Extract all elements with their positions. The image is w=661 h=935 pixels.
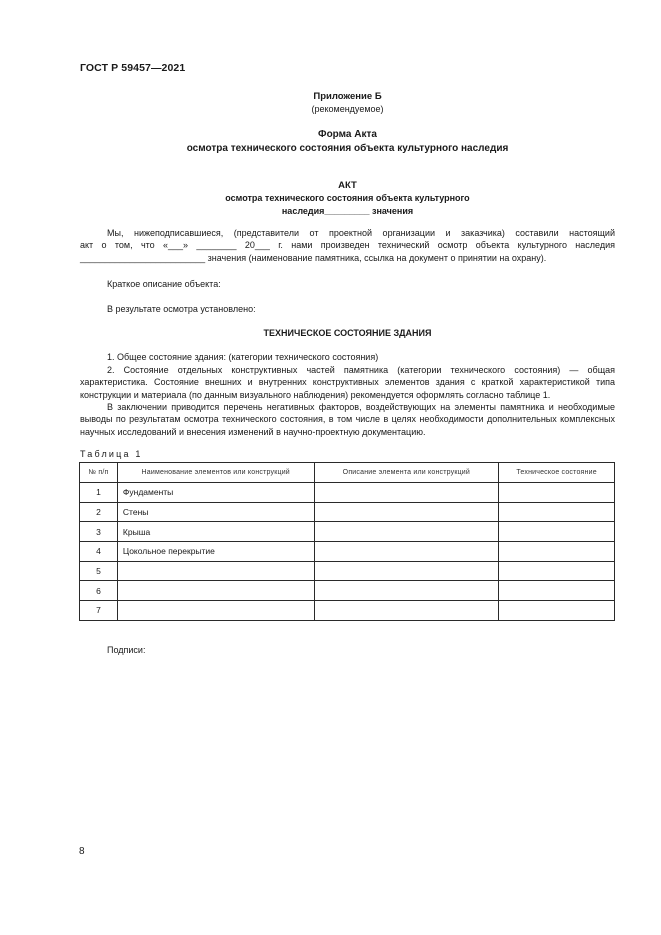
- act-title-line2: осмотра технического состояния объекта культурного: [225, 193, 470, 203]
- row-element-name: Стены: [117, 502, 314, 522]
- row-description-cell[interactable]: [314, 483, 499, 503]
- row-number: 5: [80, 561, 118, 581]
- table-header-row: [80, 463, 615, 483]
- form-title-line1: Форма Акта: [318, 129, 377, 140]
- intro-line1: Мы, нижеподписавшиеся, (представители от проектной организации и заказчика) составили настоящий: [107, 228, 615, 238]
- item-paragraph-3: В заключении приводится перечень негативных факторов, воздействующих на элементы памятника и необходимые выводы по результатам осмотра технического состояния, в том числе в целях необходимости дополнительных комплексных научных исследований и внесения изменений в научно-проектную документацию.: [80, 402, 615, 437]
- technical-condition-table: [79, 462, 615, 621]
- row-description-cell[interactable]: [314, 601, 499, 621]
- row-condition-cell[interactable]: [499, 522, 615, 542]
- row-number: 7: [80, 601, 118, 621]
- row-condition-cell[interactable]: [499, 561, 615, 581]
- table-row: [80, 542, 615, 562]
- row-number: 2: [80, 502, 118, 522]
- row-element-name[interactable]: [117, 561, 314, 581]
- table-caption: Таблица 1: [80, 449, 143, 459]
- header-technical-condition: Техническое состояние: [499, 463, 615, 483]
- row-element-name[interactable]: [117, 601, 314, 621]
- result-label: В результате осмотра установлено:: [107, 304, 256, 314]
- table-row: [80, 483, 615, 503]
- row-element-name: Крыша: [117, 522, 314, 542]
- header-element-name: Наименование элементов или конструкций: [117, 463, 314, 483]
- row-condition-cell[interactable]: [499, 601, 615, 621]
- row-condition-cell[interactable]: [499, 581, 615, 601]
- row-number: 3: [80, 522, 118, 542]
- row-number: 4: [80, 542, 118, 562]
- form-title-line2: осмотра технического состояния объекта культурного наследия: [186, 143, 509, 154]
- intro-line2: акт о том, что «___» ________ 20___ г. нами произведен технический осмотр объекта культурного наследия: [80, 240, 615, 251]
- row-number: 6: [80, 581, 118, 601]
- header-element-description: Описание элемента или конструкций: [314, 463, 499, 483]
- item-paragraph-1: 1. Общее состояние здания: (категории технического состояния): [107, 352, 379, 362]
- document-standard-number: ГОСТ Р 59457—2021: [80, 62, 186, 74]
- table-row: [80, 522, 615, 542]
- row-number: 1: [80, 483, 118, 503]
- row-description-cell[interactable]: [314, 581, 499, 601]
- appendix-subtitle: (рекомендуемое): [311, 104, 384, 114]
- row-description-cell[interactable]: [314, 561, 499, 581]
- table-row: [80, 502, 615, 522]
- page-number: 8: [79, 846, 85, 857]
- row-condition-cell[interactable]: [499, 542, 615, 562]
- row-element-name: Фундаменты: [117, 483, 314, 503]
- row-condition-cell[interactable]: [499, 483, 615, 503]
- row-element-name[interactable]: [117, 581, 314, 601]
- item-paragraph-2: 2. Состояние отдельных конструктивных частей памятника (категории технического состояния) — общая характеристика. Состояние внешних и внутренних конструктивных элементов здания с краткой характеристикой типа конструкции и материала (по данным визуального наблюдения) рекомендуется оформлять согласно таблице 1.: [80, 365, 615, 400]
- row-description-cell[interactable]: [314, 522, 499, 542]
- section-title: ТЕХНИЧЕСКОЕ СОСТОЯНИЕ ЗДАНИЯ: [263, 328, 432, 338]
- intro-line3: _________________________ значения (наименование памятника, ссылка на документ о принятии на охрану).: [80, 252, 547, 263]
- row-condition-cell[interactable]: [499, 502, 615, 522]
- act-title-line3: наследия_________ значения: [281, 206, 414, 216]
- row-description-cell[interactable]: [314, 502, 499, 522]
- appendix-title: Приложение Б: [313, 91, 382, 102]
- table-row: [80, 581, 615, 601]
- short-description-label: Краткое описание объекта:: [107, 279, 221, 289]
- intro-paragraph: [80, 227, 615, 264]
- table-row: [80, 601, 615, 621]
- signatures-label: Подписи:: [107, 645, 146, 655]
- table-row: [80, 561, 615, 581]
- act-title-line1: АКТ: [338, 180, 357, 191]
- row-description-cell[interactable]: [314, 542, 499, 562]
- header-number: № п/п: [80, 463, 118, 483]
- row-element-name: Цокольное перекрытие: [117, 542, 314, 562]
